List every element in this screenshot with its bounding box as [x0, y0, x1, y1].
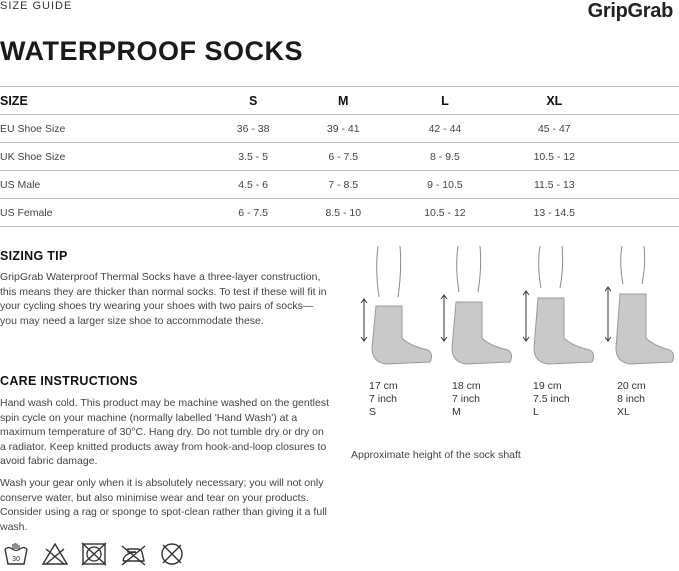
care-text-2: Wash your gear only when it is absolutely necessary; you will not only conserve water, but also minimise wear and tear on your products. Consider using a rag or sponge to spot-clean rather than giving it a full wash.: [0, 477, 327, 533]
table-cell: 9 - 10.5: [390, 171, 499, 199]
column-header: S: [210, 87, 296, 115]
shaft-inch: 7 inch: [452, 393, 481, 405]
table-cell: 45 - 47: [500, 115, 609, 143]
table-row: [0, 143, 679, 171]
spacer-cell: [609, 87, 679, 115]
care-symbols: [2, 540, 186, 568]
shaft-height-m: [452, 380, 481, 419]
care-text-1: Hand wash cold. This product may be machine washed on the gentlest spin cycle on your machine (normally labelled 'Hand Wash') at a maximum temperature of 30°C. Hang dry. Do not tumble dry or dry on a radiator. Keep knitted products away from hook-and-loop closures to avoid fabric damage.: [0, 397, 329, 467]
table-cell: 39 - 41: [296, 115, 390, 143]
shaft-caption: Approximate height of the sock shaft: [351, 449, 521, 461]
sock-l: [523, 246, 594, 364]
column-header: M: [296, 87, 390, 115]
page-title: WATERPROOF SOCKS: [0, 36, 304, 66]
row-label: UK Shoe Size: [0, 143, 210, 171]
column-header: L: [390, 87, 499, 115]
table-cell: 36 - 38: [210, 115, 296, 143]
table-cell: 6 - 7.5: [210, 199, 296, 227]
column-header: XL: [500, 87, 609, 115]
sock-s: [361, 246, 432, 364]
shaft-cm: 18 cm: [452, 380, 481, 392]
spacer-cell: [609, 143, 679, 171]
sizing-tip-heading: SIZING TIP: [0, 249, 68, 263]
table-cell: 10.5 - 12: [390, 199, 499, 227]
sock-xl: [605, 246, 674, 364]
shaft-size: XL: [617, 406, 630, 418]
shaft-inch: 7 inch: [369, 393, 398, 405]
table-cell: 3.5 - 5: [210, 143, 296, 171]
shaft-size: L: [533, 406, 539, 418]
table-row: [0, 115, 679, 143]
row-label: US Male: [0, 171, 210, 199]
shaft-inch: 8 inch: [617, 393, 646, 405]
table-cell: 8 - 9.5: [390, 143, 499, 171]
shaft-height-s: [369, 380, 398, 419]
shaft-cm: 17 cm: [369, 380, 398, 392]
spacer-cell: [609, 115, 679, 143]
shaft-size: S: [369, 406, 377, 418]
table-cell: 7 - 8.5: [296, 171, 390, 199]
sock-shaft-illustration: [350, 242, 675, 377]
hand-wash-30-icon: [2, 540, 30, 568]
shaft-height-xl: [617, 380, 646, 419]
table-cell: 42 - 44: [390, 115, 499, 143]
brand-logo: GripGrab: [587, 0, 673, 22]
table-cell: 4.5 - 6: [210, 171, 296, 199]
table-cell: 11.5 - 13: [500, 171, 609, 199]
spacer-cell: [609, 171, 679, 199]
size-table: [0, 86, 679, 227]
table-row: [0, 199, 679, 227]
table-cell: 6 - 7.5: [296, 143, 390, 171]
row-label: EU Shoe Size: [0, 115, 210, 143]
table-cell: 8.5 - 10: [296, 199, 390, 227]
do-not-bleach-icon: [41, 540, 69, 568]
wash-temperature: 30: [12, 556, 20, 563]
do-not-dry-clean-icon: [158, 540, 186, 568]
care-heading: CARE INSTRUCTIONS: [0, 374, 138, 388]
spacer-cell: [609, 199, 679, 227]
shaft-cm: 20 cm: [617, 380, 646, 392]
row-label: US Female: [0, 199, 210, 227]
size-table-header: [0, 87, 679, 115]
shaft-height-l: [533, 380, 570, 419]
do-not-iron-icon: [119, 540, 147, 568]
sizing-tip-text: GripGrab Waterproof Thermal Socks have a three-layer construction, this means they are thicker than normal socks. To test if these will fit in your cycling shoes try wearing your shoes with two pairs of socks—you may need a larger size shoe to accommodate these.: [0, 271, 327, 327]
shaft-size: M: [452, 406, 461, 418]
page-kicker: SIZE GUIDE: [0, 0, 73, 12]
table-cell: 13 - 14.5: [500, 199, 609, 227]
column-header: SIZE: [0, 87, 210, 115]
shaft-cm: 19 cm: [533, 380, 562, 392]
shaft-inch: 7.5 inch: [533, 393, 570, 405]
sock-m: [441, 246, 512, 364]
table-cell: 10.5 - 12: [500, 143, 609, 171]
table-row: [0, 171, 679, 199]
do-not-tumble-dry-icon: [80, 540, 108, 568]
